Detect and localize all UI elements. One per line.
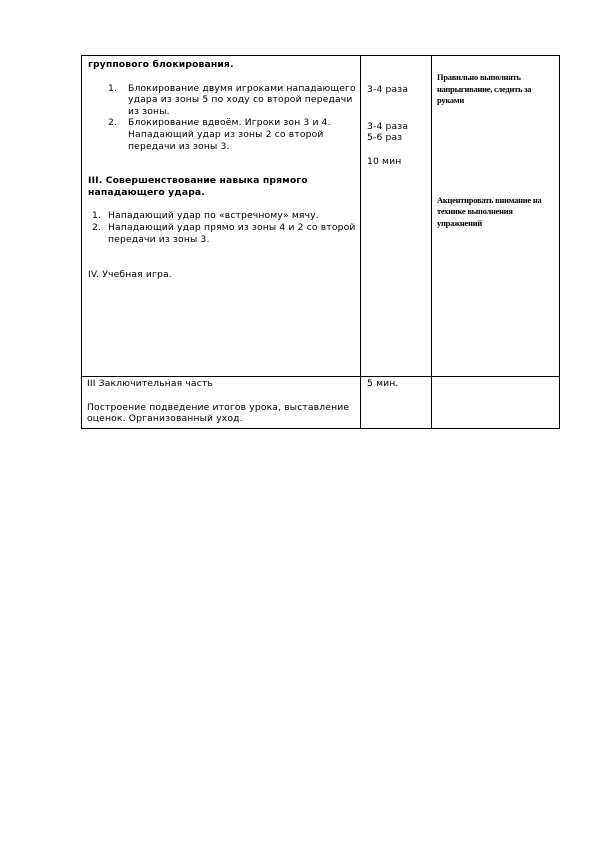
notes-cell — [432, 56, 560, 377]
content-cell — [82, 377, 361, 429]
dose-value: 10 мин — [367, 155, 402, 167]
list-item: 2. Блокирование вдвоём. Игроки зон 3 и 4. Нападающий удар из зоны 2 со второй передачи из зоны 3. — [108, 117, 331, 152]
dose-cell — [361, 377, 432, 429]
lesson-plan-table — [81, 55, 560, 429]
list-item: 1. Нападающий удар по «встречному» мячу. — [92, 210, 319, 222]
dose-value: 3-4 раза — [367, 120, 409, 132]
dose-cell — [361, 56, 432, 377]
note: Правильно выполнять напрыгивание, следить за руками — [437, 73, 532, 106]
section-title: IV. Учебная игра. — [88, 269, 172, 281]
section-title: III Заключительная часть — [87, 378, 213, 389]
table-row — [82, 377, 560, 429]
heading-tail: группового блокирования. — [88, 59, 234, 70]
dose-value: 5-6 раз — [367, 132, 403, 144]
section-title: III. Совершенствование навыка прямого нападающего удара. — [88, 175, 308, 198]
list-item: 1. Блокирование двумя игроками нападающего удара из зоны 5 по ходу со второй передачи из зоны. — [108, 82, 356, 117]
list-item: 2. Нападающий удар прямо из зоны 4 и 2 со второй передачи из зоны 3. — [92, 221, 356, 245]
notes-cell — [432, 377, 560, 429]
table-row — [82, 56, 560, 377]
dose-value: 3-4 раза — [367, 84, 409, 95]
note: Акцентировать внимание на технике выполнения упражнений — [437, 195, 542, 228]
dose-value: 5 мин. — [367, 378, 399, 389]
content-cell — [82, 56, 361, 377]
section-text: Построение подведение итогов урока, выставление оценок. Организованный уход. — [87, 401, 350, 425]
